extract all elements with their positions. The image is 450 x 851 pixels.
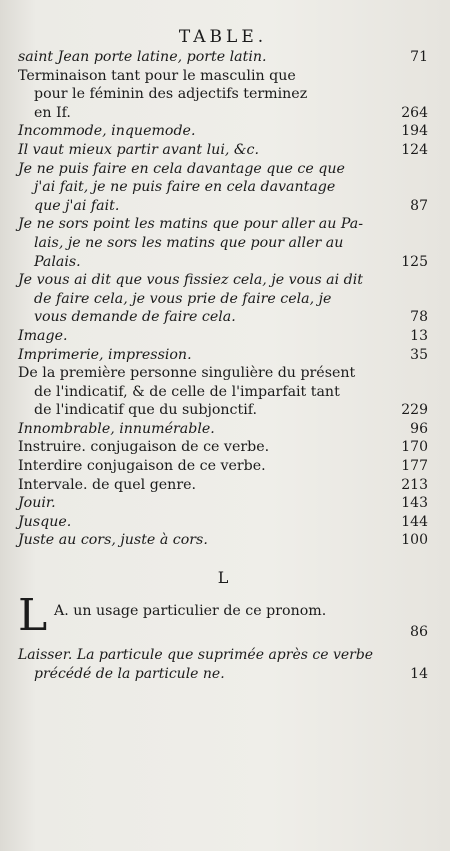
entry-text-continued: vous demande de faire cela. (34, 309, 236, 326)
entry-page-number: 213 (401, 476, 428, 493)
entry-text: Juste au cors, juste à cors. (18, 532, 208, 549)
list-item (18, 122, 428, 141)
list-item (18, 438, 428, 457)
entry-page-number: 14 (410, 665, 428, 682)
entry-text: Terminaison tant pour le masculin que (18, 67, 296, 84)
entry-page-number: 125 (401, 253, 428, 270)
entry-text: Image. (18, 327, 68, 344)
list-item (18, 646, 428, 683)
entry-text: Instruire. conjugaison de ce verbe. (18, 439, 270, 456)
list-item (18, 476, 428, 495)
list-item (18, 271, 428, 327)
entry-text-continued: de faire cela, je vous prie de faire cela, je (34, 290, 332, 307)
list-item (18, 67, 428, 123)
list-item (18, 531, 428, 550)
entry-text: Laisser. La particule que suprimée après ce verbe (18, 647, 374, 664)
list-item (18, 457, 428, 476)
entry-text-continued: de l'indicatif que du subjonctif. (34, 402, 257, 419)
entry-page-number: 35 (410, 346, 428, 363)
entry-page-number: 71 (410, 49, 428, 65)
entry-text-continued: de l'indicatif, & de celle de l'imparfait tant (34, 383, 340, 400)
drop-cap: L (18, 590, 48, 642)
entry-text: Innombrable, innumérable. (18, 420, 215, 437)
entry-text: Je vous ai dit que vous fissiez cela, je vous ai dit (18, 272, 363, 289)
entry-text: De la première personne singulière du présent (18, 365, 356, 382)
entry-text: Je ne puis faire en cela davantage que ce que (18, 160, 345, 177)
entry-text: A. un usage particulier de ce pronom. (54, 603, 327, 620)
list-item (18, 215, 428, 271)
entry-text: Interdire conjugaison de ce verbe. (18, 458, 266, 475)
list-item (18, 494, 428, 513)
entry-page-number: 96 (410, 420, 428, 437)
entry-text: Incommode, inquemode. (18, 123, 196, 140)
entry-text-continued: lais, je ne sors les matins que pour aller au (34, 234, 344, 251)
entry-text: Intervale. de quel genre. (18, 476, 197, 493)
entry-text: Je ne sors point les matins que pour aller au Pa- (18, 216, 364, 233)
entry-page-number: 229 (401, 402, 428, 419)
list-item (18, 160, 428, 216)
list-item (18, 592, 428, 642)
entry-text: saint Jean porte latine, porte latin. (18, 49, 267, 65)
list-item (18, 327, 428, 346)
list-item (18, 141, 428, 160)
section-letter: L (217, 568, 229, 588)
entry-page-number: 170 (401, 439, 428, 456)
entry-text: Imprimerie, impression. (18, 346, 192, 363)
page-header: TABLE. (178, 27, 268, 47)
entry-page-number: 100 (401, 532, 428, 549)
entry-text: Jouir. (18, 495, 56, 512)
list-item (18, 513, 428, 532)
list-item (18, 346, 428, 365)
list-item (18, 420, 428, 439)
entry-page-number: 144 (401, 513, 428, 530)
entry-page-number: 87 (410, 197, 428, 214)
entry-page-number: 264 (401, 104, 428, 121)
list-item (18, 48, 428, 67)
entry-page-number: 177 (401, 458, 428, 475)
entry-text: Il vaut mieux partir avant lui, &c. (18, 141, 259, 158)
entry-text: Jusque. (18, 513, 72, 530)
entry-text-continued: précédé de la particule ne. (34, 665, 225, 682)
entry-page-number: 124 (401, 141, 428, 158)
entry-text-continued: Palais. (34, 253, 81, 270)
list-item (18, 364, 428, 420)
entry-page-number: 78 (410, 309, 428, 326)
entry-page-number: 86 (409, 624, 428, 641)
table-entries (18, 48, 428, 550)
entry-page-number: 194 (401, 123, 428, 140)
entry-text-continued: en If. (34, 104, 71, 121)
entry-text-continued: pour le féminin des adjectifs terminez (34, 86, 308, 103)
entry-page-number: 13 (410, 327, 428, 344)
entry-text-continued: j'ai fait, je ne puis faire en cela davantage (34, 179, 336, 196)
entry-text-continued: que j'ai fait. (34, 197, 120, 214)
entry-page-number: 143 (401, 495, 428, 512)
